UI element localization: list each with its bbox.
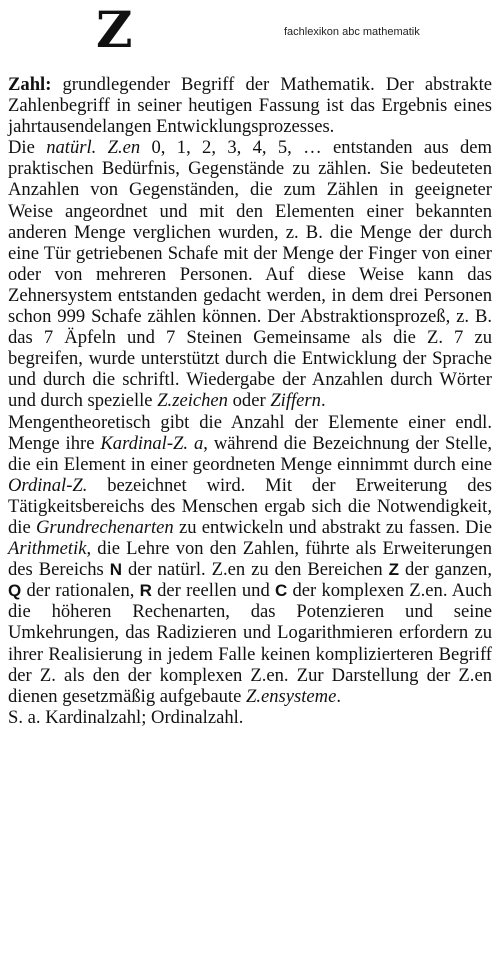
text-run: bezeichnet wird. Mit der Erweiterung des Tätigkeitsbereichs des Menschen ergab sich die Notwendigkeit, die: [8, 474, 492, 538]
text-run: der komplexen Z.en. Auch die höheren Rechenarten, das Potenzieren und seine Umkehrungen, das Radizieren und Logarithmieren erfordern zu ihrer Realisierung in jedem Falle keinen komplizierteren Begriff der Z. als den der komplexen Z.en. Zur Darstellung der Z.en dienen gesetzmäßig aufgebaute: [8, 580, 492, 707]
text-run: , während die Bezeichnung der Stelle, die ein Element in einer geordneten Menge einnimmt durch eine: [8, 432, 493, 475]
set-symbol-n: N: [109, 560, 122, 580]
text-run: .: [320, 390, 326, 412]
text-run: Die: [8, 137, 47, 159]
italic-term: Z.ensysteme: [246, 685, 337, 707]
text-run: der rationalen,: [21, 580, 140, 602]
italic-term: Ziffern: [270, 390, 321, 412]
italic-term: Arithmetik: [8, 538, 87, 560]
lexicon-entry: [8, 74, 492, 728]
set-symbol-q: Q: [8, 581, 22, 601]
set-symbol-z: Z: [388, 560, 400, 580]
italic-term: Z.zeichen: [157, 390, 228, 412]
entry-paragraph-1: [8, 74, 492, 137]
italic-term: Kardinal-Z. a: [100, 432, 204, 454]
entry-headword: Zahl:: [8, 74, 52, 95]
text-run: zu entwickeln und abstrakt zu fassen. Die: [173, 516, 492, 538]
entry-paragraph-3: [8, 412, 492, 707]
text-run: 0, 1, 2, 3, 4, 5, … entstanden aus dem praktischen Bedürfnis, Gegenstände zu zählen. Sie bedeuteten Anzahlen von Gegenständen, die zum Zählen in geeigneter Weise angeordnet und mit den Elementen einer bekannten anderen Menge verglichen wurden, z. B. die Menge der durch eine Tür getriebenen Schafe mit der Menge der Finger von einer oder von mehreren Personen. Auf diese Weise kann das Zehnersystem entstanden gedacht werden, in dem drei Personen schon 999 Schafe zählen können. Der Abstraktionsprozeß, z. B. das 7 Äpfeln und 7 Steinen Gemeinsame als die Z. 7 zu begreifen, wurde unterstützt durch die Entwicklung der Sprache und durch die schriftl. Wiedergabe der Anzahlen durch Wörter und durch spezielle: [8, 137, 493, 412]
set-symbol-c: C: [275, 581, 288, 601]
text-run: Mengentheoretisch gibt die Anzahl der Elemente einer endl. Menge ihre: [8, 411, 492, 454]
text-run: .: [336, 685, 342, 707]
italic-term: Grundrechenarten: [36, 516, 174, 538]
italic-term: Ordinal-Z.: [8, 474, 88, 496]
section-letter: Z: [96, 0, 133, 59]
text-run: der natürl. Z.en zu den Bereichen: [122, 559, 389, 581]
header-tag: fachlexikon abc mathematik: [284, 26, 420, 38]
text-run: der reellen und: [151, 580, 275, 602]
text-run: der ganzen,: [399, 559, 492, 581]
set-symbol-r: R: [139, 581, 152, 601]
entry-paragraph-2: [8, 137, 492, 411]
text-run: , die Lehre von den Zahlen, führte als Erweiterungen des Bereichs: [8, 538, 492, 581]
text-run: grundlegender Begriff der Mathematik. Der abstrakte Zahlenbegriff in seiner heutigen Fassung ist das Ergebnis eines jahrtausendelangen Entwicklungsprozesses.: [8, 74, 492, 138]
see-also: S. a. Kardinalzahl; Ordinalzahl.: [8, 706, 244, 728]
text-run: oder: [227, 390, 271, 412]
italic-term: natürl. Z.en: [46, 137, 141, 159]
